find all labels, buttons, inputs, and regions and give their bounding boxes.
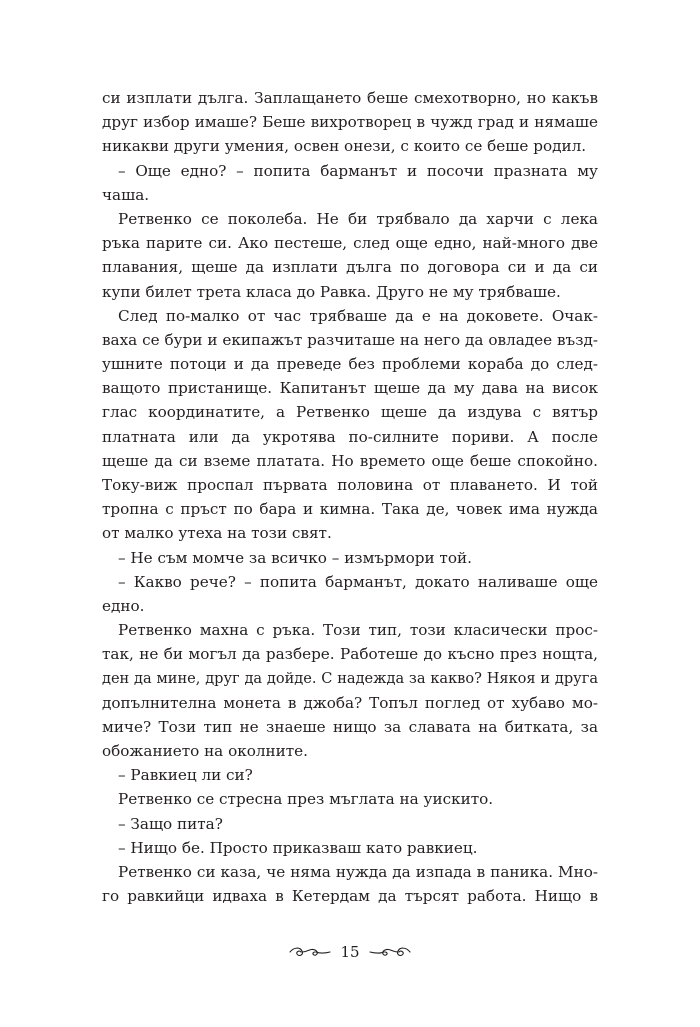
text-line: го равкийци идваха в Кетердам да търсят работа. Нищо в	[102, 887, 598, 906]
text-line: си изплати дълга. Заплащането беше смехотворно, но какъв	[102, 89, 598, 107]
text-line: Ретвенко се поколеба. Не би трябвало да харчи с лека	[118, 209, 598, 228]
text-line: – Още едно? – попита барманът и посочи празната му	[118, 161, 598, 180]
text-line: от малко утеха на този свят.	[102, 524, 332, 543]
text-line: – Равкиец ли си?	[118, 766, 253, 785]
text-line: обожанието на околните.	[102, 742, 308, 761]
text-line: Ретвенко си каза, че няма нужда да изпада в паника. Мно-	[118, 863, 598, 881]
text-line: купи билет трета класа до Равка. Друго не му трябваше.	[102, 282, 561, 301]
text-line: друг избор имаше? Беше вихротворец в чужд град и нямаше	[102, 113, 598, 132]
text-line: ушните потоци и да преведе без проблеми кораба до след-	[102, 355, 598, 374]
text-line: допълнителна монета в джоба? Топъл поглед от хубаво мо-	[102, 693, 598, 712]
text-line: – Защо пита?	[118, 814, 223, 833]
left-flourish-icon	[288, 945, 332, 959]
text-line: никакви други умения, освен онези, с които се беше родил.	[102, 137, 587, 156]
text-line: так, не би могъл да разбере. Работеше до късно през нощта,	[102, 645, 598, 664]
page-body	[102, 86, 598, 908]
page-number: 15	[340, 943, 360, 961]
text-line: – Не съм момче за всичко – измърмори той.	[118, 548, 472, 567]
text-line: ващото пристанище. Капитанът щеше да му дава на висок	[102, 379, 598, 398]
text-line: ден да мине, друг да дойде. С надежда за какво? Някоя и друга	[102, 670, 598, 687]
text-line: щеше да си вземе платата. Но времето още беше спокойно.	[102, 451, 598, 470]
text-line: Ретвенко махна с ръка. Този тип, този класически прос-	[118, 621, 598, 640]
text-line: Ретвенко се стресна през мъглата на уискито.	[118, 790, 494, 809]
text-line: платната или да укротява по-силните пориви. А после	[102, 427, 598, 446]
text-line: тропна с пръст по бара и кимна. Така де, човек има нужда	[102, 500, 598, 519]
text-line: – Нищо бе. Просто приказваш като равкиец.	[118, 838, 478, 857]
text-line: След по-малко от час трябваше да е на доковете. Очак-	[118, 306, 598, 325]
text-line: Току-виж проспал първата половина от плаването. И той	[102, 476, 598, 494]
text-line: ваха се бури и екипажът разчиташе на него да овладее възд-	[102, 330, 598, 349]
text-line: плавания, щеше да изплати дълга по договора си и да си	[102, 258, 598, 277]
text-line: миче? Този тип не знаеше нищо за славата на битката, за	[102, 717, 598, 736]
right-flourish-icon	[368, 945, 412, 959]
text-line: едно.	[102, 596, 145, 615]
text-line: ръка парите си. Ако пестеше, след още едно, най-много две	[102, 234, 598, 253]
text-line: глас координатите, а Ретвенко щеше да издува с вятър	[102, 403, 598, 422]
text-line: чаша.	[102, 185, 150, 204]
text-line: – Какво рече? – попита барманът, докато наливаше още	[118, 572, 598, 591]
page-footer	[0, 940, 700, 964]
